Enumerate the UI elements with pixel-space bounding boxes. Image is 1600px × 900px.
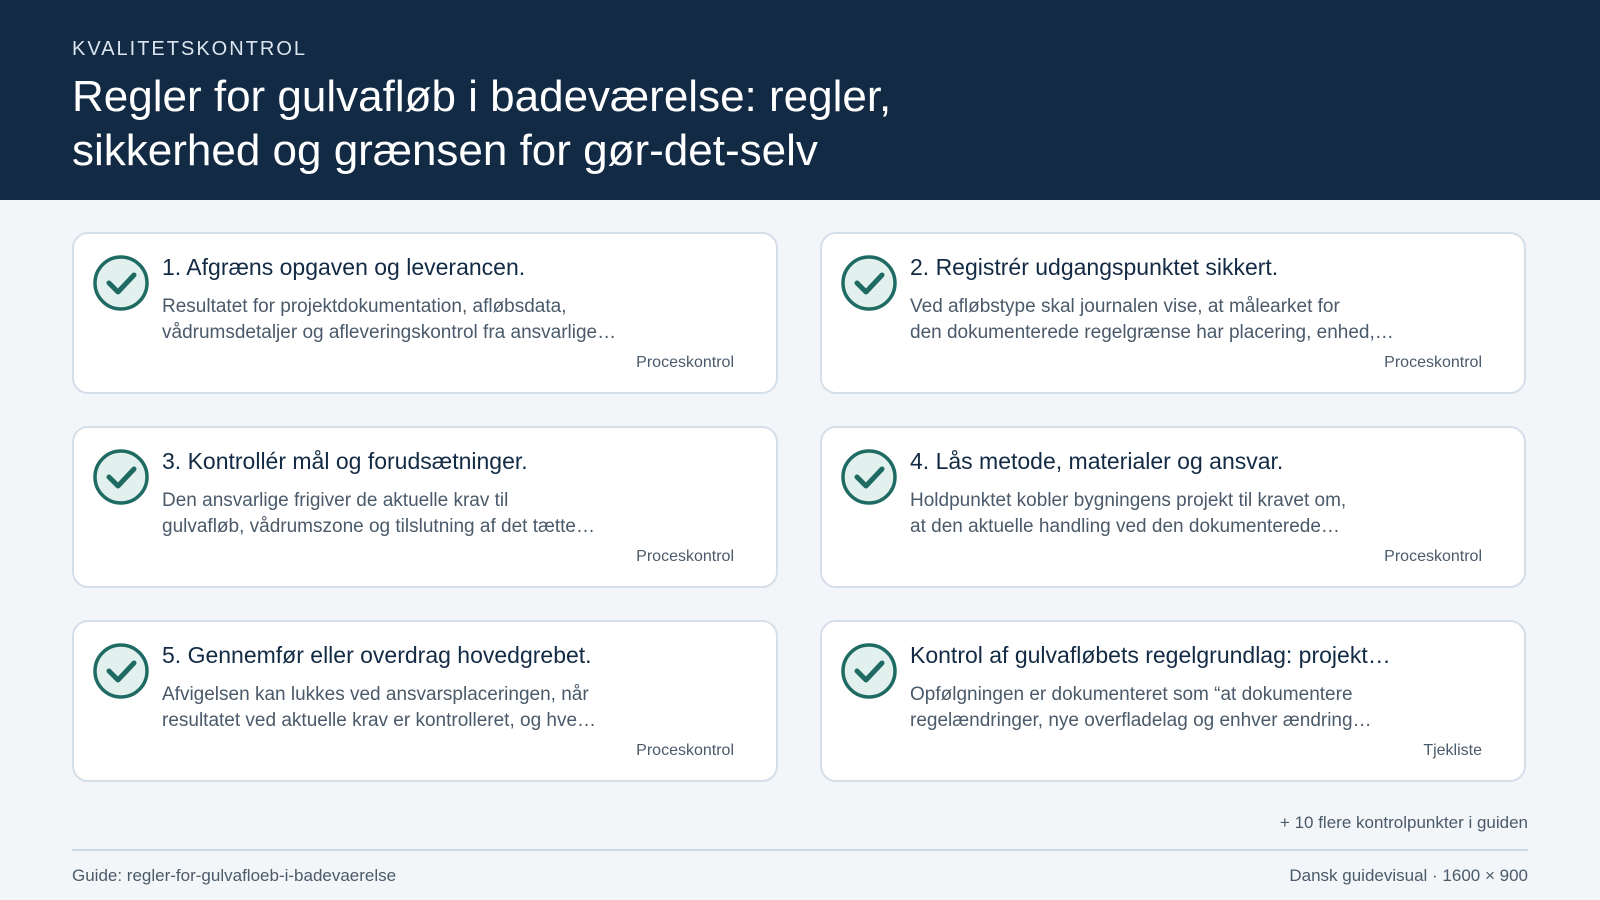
check-circle-icon — [840, 254, 898, 312]
card-description — [910, 488, 1450, 540]
card-category-tag: Proceskontrol — [636, 742, 734, 759]
checklist-card-4[interactable] — [820, 426, 1526, 588]
card-description-line: Opfølgningen er dokumenteret som “at dokumentere — [910, 684, 1353, 705]
card-description-line: at den aktuelle handling ved den dokumenterede… — [910, 516, 1340, 537]
card-description — [910, 682, 1450, 734]
card-description-line: Holdpunktet kobler bygningens projekt til kravet om, — [910, 490, 1347, 511]
more-checkpoints-link[interactable]: + 10 flere kontrolpunkter i guiden — [1279, 813, 1528, 832]
card-description-line: Afvigelsen kan lukkes ved ansvarsplaceringen, når — [162, 684, 589, 705]
card-description-line: Resultatet for projektdokumentation, afløbsdata, — [162, 296, 567, 317]
checklist-card-2[interactable] — [820, 232, 1526, 394]
card-description-line: resultatet ved aktuelle krav er kontrolleret, og hve… — [162, 710, 597, 731]
card-description-line: Ved afløbstype skal journalen vise, at målearket for — [910, 296, 1340, 317]
card-description-line: gulvafløb, vådrumszone og tilslutning af det tætte… — [162, 516, 596, 537]
card-description-line: Den ansvarlige frigiver de aktuelle krav til — [162, 490, 509, 511]
card-description — [910, 294, 1450, 346]
card-title: Kontrol af gulvafløbets regelgrundlag: projekt… — [910, 642, 1391, 668]
checklist-card-6[interactable] — [820, 620, 1526, 782]
card-title: 4. Lås metode, materialer og ansvar. — [910, 448, 1284, 474]
card-category-tag: Proceskontrol — [636, 354, 734, 371]
card-title: 2. Registrér udgangspunktet sikkert. — [910, 254, 1279, 280]
footer-divider — [72, 849, 1528, 851]
card-description — [162, 682, 702, 734]
check-circle-icon — [92, 254, 150, 312]
eyebrow-label: KVALITETSKONTROL — [72, 38, 308, 60]
checklist-card-1[interactable] — [72, 232, 778, 394]
checklist-card-5[interactable] — [72, 620, 778, 782]
footer-credit: Dansk guidevisual · 1600 × 900 — [1289, 866, 1528, 885]
page-title: Regler for gulvafløb i badeværelse: regler, sikkerhed og grænsen for gør-det-selv — [72, 72, 892, 175]
footer-guide-slug: Guide: regler-for-gulvafloeb-i-badevaerelse — [72, 866, 397, 885]
card-title: 5. Gennemfør eller overdrag hovedgrebet. — [162, 642, 592, 668]
page-header — [0, 0, 1600, 200]
checklist-card-3[interactable] — [72, 426, 778, 588]
card-category-tag: Tjekliste — [1423, 742, 1482, 759]
card-description-line: den dokumenterede regelgrænse har placering, enhed,… — [910, 322, 1394, 343]
card-description — [162, 488, 702, 540]
card-category-tag: Proceskontrol — [1384, 354, 1482, 371]
card-title: 1. Afgræns opgaven og leverancen. — [162, 254, 526, 280]
card-category-tag: Proceskontrol — [1384, 548, 1482, 565]
check-circle-icon — [92, 448, 150, 506]
check-circle-icon — [840, 448, 898, 506]
check-circle-icon — [92, 642, 150, 700]
card-description — [162, 294, 702, 346]
card-title: 3. Kontrollér mål og forudsætninger. — [162, 448, 528, 474]
card-description-line: regelændringer, nye overfladelag og enhver ændring… — [910, 710, 1372, 731]
card-description-line: vådrumsdetaljer og afleveringskontrol fra ansvarlige… — [162, 322, 617, 343]
card-category-tag: Proceskontrol — [636, 548, 734, 565]
check-circle-icon — [840, 642, 898, 700]
